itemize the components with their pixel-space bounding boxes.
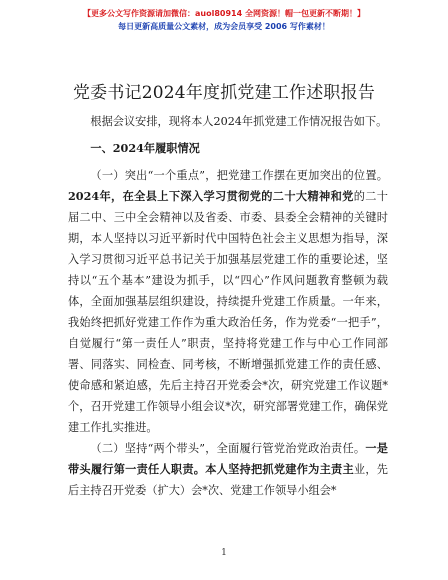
paragraph-1-lead: （一）突出“一个重点”，把党建工作摆在更加突出的位置。 — [90, 169, 388, 182]
paragraph-2-bold: 一是带头履行第一责任人职责。本人坚持把抓党建作为主责主 — [68, 441, 388, 476]
promo-banner — [0, 7, 448, 33]
section-heading: 一、2024年履职情况 — [90, 141, 200, 155]
paragraph-2 — [68, 438, 388, 501]
paragraph-1-bold: 2024年，在全县上下深入学习贯彻党的二十大精神和党 — [68, 189, 354, 203]
intro-paragraph: 根据会议安排，现将本人2024年抓党建工作情况报告如下。 — [90, 115, 388, 128]
promo-line-2: 每日更新高质量公文素材，成为会员享受 2006 写作素材！ — [118, 22, 330, 31]
promo-line-1: 【更多公文写作资源请加微信：auol80914 全网资源！帽一包更新不断期！】 — [83, 9, 365, 18]
paragraph-1-rest: 的二十届二中、三中全会精神以及省委、市委、县委全会精神的关键时期，本人坚持以习近平新时代中国特色社会主义思想为指导，深入学习贯彻习近平总书记关于加强基层党建工作的重要论述，坚持以“五个基本”建设为抓手，以“四心”作风问题教育整顿为载体，全面加强基层组织建设，持续提升党建工作质量。一年来，我始终把抓好党建工作作为重大政治任务，作为党委“一把手”，自觉履行“第一责任人”职责，坚持将党建工作与中心工作同部署、同落实、同检查、同考核，不断增强抓党建工作的责任感、使命感和紧迫感，先后主持召开党委会*次，研究党建工作议题*个，召开党建工作领导小组会议*次，研究部署党建工作，确保党建工作扎实推进。 — [68, 190, 388, 434]
document-title: 党委书记2024年度抓党建工作述职报告 — [72, 83, 376, 103]
page-number: 1 — [221, 548, 227, 558]
paragraph-2-rest: 业，先后主持召开党委（扩大）会*次、党建工作领导小组会* — [68, 463, 388, 497]
paragraph-2-lead: （二）坚持“两个带头”，全面履行管党治党政治责任。 — [90, 442, 366, 455]
paragraph-1 — [68, 165, 388, 438]
document-body — [68, 111, 388, 501]
